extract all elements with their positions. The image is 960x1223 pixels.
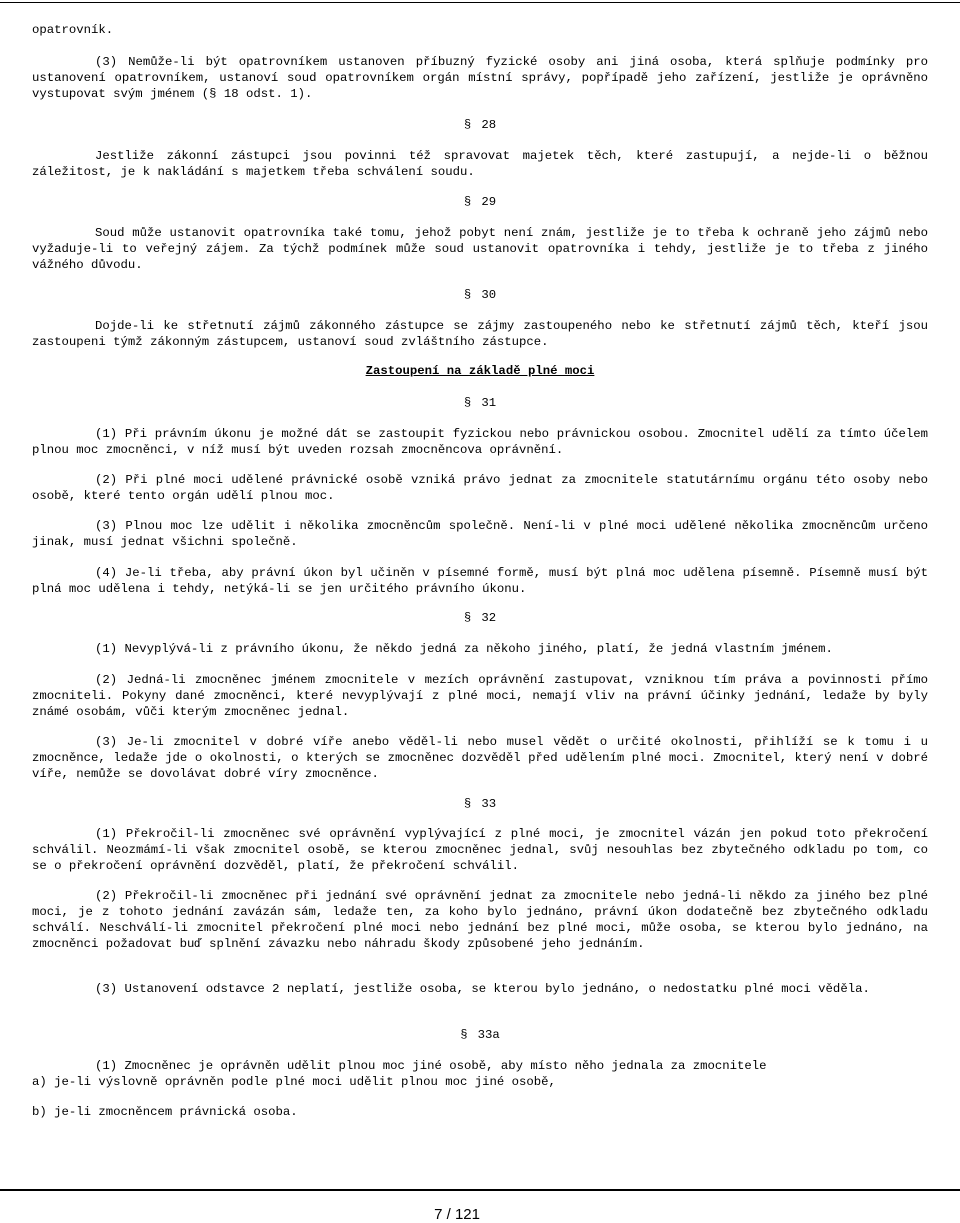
section-33a-heading: § 33a xyxy=(460,1028,500,1042)
section-sign: § xyxy=(463,611,472,625)
paragraph-28: Jestliže zákonní zástupci jsou povinni též spravovat majetek těch, které zastupují, a nejde-li o běžnou záležitost, je k nakládání s majetkem třeba schválení soudu. xyxy=(32,149,928,179)
paragraph-32-3: (3) Je-li zmocnitel v dobré víře anebo věděl-li nebo musel vědět o určité okolnosti, přihlíží se k tomu i u zmocněnce, ledaže jde o okolnosti, o kterých se zmocněnec dozvěděl před udělením plné moci. Zmocnitel, který není v dobré víře, nemůže se dovolávat dobré víry zmocněnce. xyxy=(32,735,928,781)
section-sign: § xyxy=(463,797,472,811)
section-sign: § xyxy=(460,1028,468,1042)
bottom-rule xyxy=(0,1189,960,1191)
section-33-heading: § 33 xyxy=(463,797,497,811)
page-number: 7 / 121 xyxy=(434,1206,480,1223)
paragraph-32-1: (1) Nevyplývá-li z právního úkonu, že někdo jedná za někoho jiného, platí, že jedná vlastním jménem. xyxy=(95,642,833,656)
section-31-heading: § 31 xyxy=(463,396,497,410)
paragraph-33a-1: (1) Zmocněnec je oprávněn udělit plnou moc jiné osobě, aby místo něho jednala za zmocnitele xyxy=(95,1059,767,1073)
section-28-heading: § 28 xyxy=(463,118,497,132)
chapter-heading: Zastoupení na základě plné moci xyxy=(365,364,595,378)
section-30-heading: § 30 xyxy=(463,288,497,302)
paragraph-33-3: (3) Ustanovení odstavce 2 neplatí, jestliže osoba, se kterou bylo jednáno, o nedostatku plné moci věděla. xyxy=(95,982,870,996)
paragraph-31-4: (4) Je-li třeba, aby právní úkon byl učiněn v písemné formě, musí být plná moc udělena písemně. Písemně musí být plná moc udělena i tehdy, netýká-li se jen určitého právního úkonu. xyxy=(32,566,928,596)
paragraph-31-3: (3) Plnou moc lze udělit i několika zmocněncům společně. Není-li v plné moci udělené několika zmocněncům určeno jinak, musí jednat všichni společně. xyxy=(32,519,928,549)
paragraph-32-2: (2) Jedná-li zmocněnec jménem zmocnitele v mezích oprávnění zastupovat, vzniknou tím práva a povinnosti přímo zmocniteli. Pokyny dané zmocněnci, které nevyplývají z plné moci, nemají vliv na právní účinky jednání, ledaže by byly známé osobám, vůči kterým zmocněnec jednal. xyxy=(32,673,928,719)
paragraph-31-2: (2) Při plné moci udělené právnické osobě vzniká právo jednat za zmocnitele statutárnímu orgánu této osoby nebo osobě, které tento orgán udělí plnou moc. xyxy=(32,473,928,503)
section-sign: § xyxy=(463,288,472,302)
paragraph-33-2: (2) Překročil-li zmocněnec při jednání své oprávnění jednat za zmocnitele nebo jedná-li někdo za jiného bez plné moci, je z tohoto jednání zavázán sám, ledaže ten, za koho bylo jednáno, právní úkon dodatečně bez zbytečného odkladu schválí. Neschválí-li zmocnitel překročení plné moci nebo jednání bez plné moci, může osoba, se kterou bylo jednáno, na zmocněnci požadovat buď splnění závazku nebo náhradu škody způsobené jeho jednáním. xyxy=(32,889,928,951)
paragraph-30: Dojde-li ke střetnutí zájmů zákonného zástupce se zájmy zastoupeného nebo ke střetnutí zájmů těch, kteří jsou zastoupeni týmž zákonným zástupcem, ustanoví soud zvláštního zástupce. xyxy=(32,319,928,349)
paragraph-31-1: (1) Při právním úkonu je možné dát se zastoupit fyzickou nebo právnickou osobou. Zmocnitel udělí za tímto účelem plnou moc zmocněnci, v níž musí být uveden rozsah zmocněncova oprávnění. xyxy=(32,427,928,457)
paragraph-33a-a: a) je-li výslovně oprávněn podle plné moci udělit plnou moc jiné osobě, xyxy=(32,1075,556,1089)
section-32-heading: § 32 xyxy=(463,611,497,625)
section-sign: § xyxy=(463,195,472,209)
paragraph-29: Soud může ustanovit opatrovníka také tomu, jehož pobyt není znám, jestliže je to třeba k ochraně jeho zájmů nebo vyžaduje-li to veřejný zájem. Za týchž podmínek může soud ustanovit opatrovníka i tehdy, jestliže je to třeba z jiného vážného důvodu. xyxy=(32,226,928,272)
section-sign: § xyxy=(463,118,472,132)
paragraph-33-1: (1) Překročil-li zmocněnec své oprávnění vyplývající z plné moci, je zmocnitel vázán jen pokud toto překročení schválil. Neozmámí-li však zmocnitel osobě, se kterou zmocněnec jednal, svůj nesouhlas bez zbytečného odkladu po tom, co se o překročení oprávnění dozvěděl, platí, že překročení schválil. xyxy=(32,827,928,873)
paragraph-continuation: opatrovník. xyxy=(32,23,114,37)
top-rule xyxy=(0,2,960,3)
section-sign: § xyxy=(463,396,472,410)
section-29-heading: § 29 xyxy=(463,195,497,209)
paragraph-27-3: (3) Nemůže-li být opatrovníkem ustanoven příbuzný fyzické osoby ani jiná osoba, která splňuje podmínky pro ustanovení opatrovníkem, ustanoví soud opatrovníkem orgán místní správy, popřípadě jeho zařízení, jestliže je oprávněno vystupovat svým jménem (§ 18 odst. 1). xyxy=(32,55,928,101)
paragraph-33a-b: b) je-li zmocněncem právnická osoba. xyxy=(32,1105,298,1119)
